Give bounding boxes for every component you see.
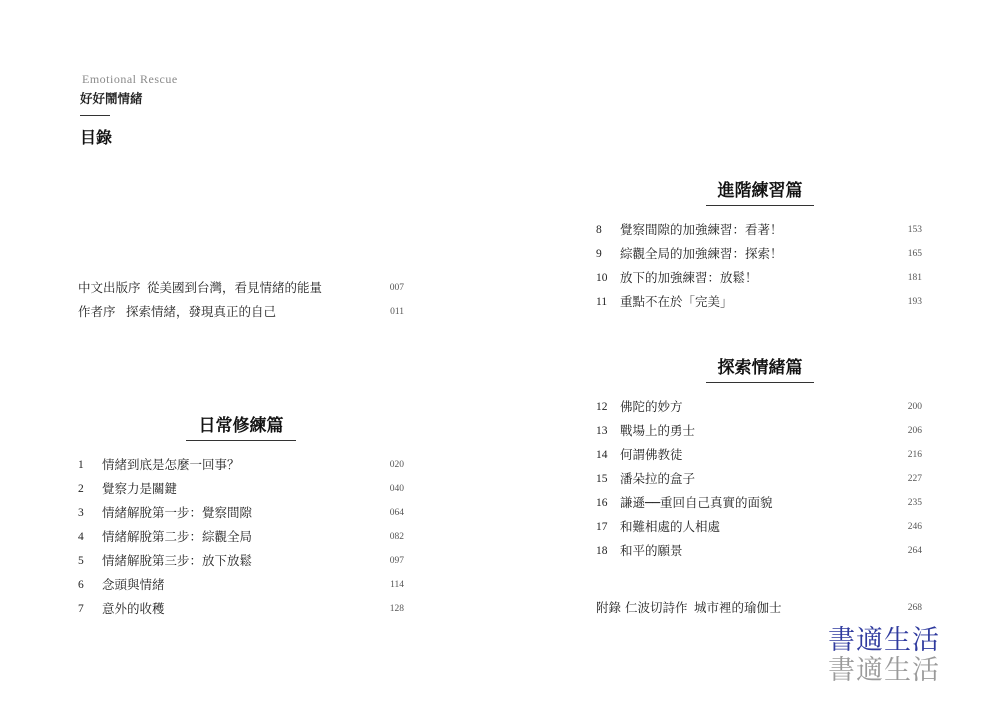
chapter-row <box>78 551 404 571</box>
page-number: 011 <box>390 307 404 317</box>
page-number: 020 <box>389 460 404 470</box>
book-title-english: Emotional Rescue <box>82 72 178 86</box>
page-number: 246 <box>907 522 922 532</box>
page-number: 264 <box>907 546 922 556</box>
front-matter-label: 中文出版序 <box>78 280 141 295</box>
chapter-title: 綜觀全局的加強練習：探索！ <box>620 246 783 261</box>
section-heading-advanced: 進階練習篇 <box>706 176 814 206</box>
chapter-title: 意外的收穫 <box>102 601 165 616</box>
chapter-number: 8 <box>596 224 602 236</box>
chapter-title: 和難相處的人相處 <box>620 519 721 534</box>
chapter-title: 情緒解脫第二步：綜觀全局 <box>102 529 253 544</box>
front-matter-label: 作者序 <box>78 304 116 319</box>
chapter-row <box>78 503 404 523</box>
chapter-number: 5 <box>78 555 84 567</box>
watermark-logo: 書適生活 <box>828 625 940 656</box>
chapter-title: 戰場上的勇士 <box>620 423 696 438</box>
book-title-chinese: 好好鬧情緒 <box>80 91 143 106</box>
chapter-number: 1 <box>78 459 84 471</box>
front-matter-title: 從美國到台灣，看見情緒的能量 <box>147 280 323 295</box>
appendix-label: 附錄 仁波切詩作 <box>596 600 688 615</box>
chapter-number: 11 <box>596 296 608 308</box>
page-number: 165 <box>907 249 922 259</box>
chapter-title: 覺察力是關鍵 <box>102 481 178 496</box>
chapter-number: 6 <box>78 579 84 591</box>
appendix-title: 城市裡的瑜伽士 <box>694 600 782 615</box>
chapter-row <box>596 268 922 288</box>
chapter-number: 18 <box>596 545 608 557</box>
chapter-number: 16 <box>596 497 608 509</box>
chapter-row <box>596 445 922 465</box>
chapter-title: 情緒解脫第三步：放下放鬆 <box>102 553 253 568</box>
page-number: 128 <box>389 604 404 614</box>
chapter-row <box>596 220 922 240</box>
chapter-number: 3 <box>78 507 84 519</box>
page-number: 227 <box>907 474 922 484</box>
chapter-title: 念頭與情緒 <box>102 577 165 592</box>
page-number: 235 <box>907 498 922 508</box>
chapter-row <box>78 479 404 499</box>
chapter-title: 覺察間隙的加強練習：看著！ <box>620 222 783 237</box>
page-number: 082 <box>389 532 404 542</box>
page-number: 114 <box>390 580 404 590</box>
chapter-row <box>596 244 922 264</box>
page-number: 097 <box>389 556 404 566</box>
page-number: 200 <box>907 402 922 412</box>
toc-heading: 目錄 <box>80 128 113 147</box>
chapter-number: 14 <box>596 449 608 461</box>
chapter-number: 10 <box>596 272 608 284</box>
chapter-title: 潘朵拉的盒子 <box>620 471 696 486</box>
front-matter-preface <box>78 278 404 298</box>
front-matter-author-preface <box>78 302 404 322</box>
chapter-title: 佛陀的妙方 <box>620 399 683 414</box>
chapter-number: 7 <box>78 603 84 615</box>
chapter-row <box>596 397 922 417</box>
chapter-number: 13 <box>596 425 608 437</box>
chapter-row <box>596 292 922 312</box>
chapter-row <box>78 455 404 475</box>
appendix-entry <box>596 598 922 618</box>
chapter-title: 和平的願景 <box>620 543 683 558</box>
chapter-row <box>78 599 404 619</box>
page-number: 040 <box>389 484 404 494</box>
chapter-title: 情緒到底是怎麼一回事？ <box>102 457 240 472</box>
chapter-row <box>596 493 922 513</box>
chapter-title: 放下的加強練習：放鬆！ <box>620 270 758 285</box>
chapter-title: 謙遜──重回自己真實的面貌 <box>620 495 773 510</box>
page-number: 268 <box>907 603 922 613</box>
front-matter-title: 探索情緒，發現真正的自己 <box>126 304 277 319</box>
page-number: 206 <box>907 426 922 436</box>
chapter-row <box>596 517 922 537</box>
chapter-title: 何謂佛教徒 <box>620 447 683 462</box>
chapter-row <box>596 469 922 489</box>
page-number: 064 <box>389 508 404 518</box>
chapter-row <box>596 421 922 441</box>
chapter-number: 17 <box>596 521 608 533</box>
chapter-number: 4 <box>78 531 84 543</box>
chapter-row <box>78 527 404 547</box>
page-number: 153 <box>907 225 922 235</box>
chapter-row <box>78 575 404 595</box>
section-heading-daily: 日常修練篇 <box>186 411 296 441</box>
title-divider <box>80 115 110 116</box>
page-number: 181 <box>907 273 922 283</box>
page-number: 193 <box>907 297 922 307</box>
chapter-number: 2 <box>78 483 84 495</box>
chapter-number: 15 <box>596 473 608 485</box>
page-number: 216 <box>907 450 922 460</box>
chapter-number: 12 <box>596 401 608 413</box>
chapter-row <box>596 541 922 561</box>
section-heading-explore: 探索情緒篇 <box>706 353 814 383</box>
watermark-logo-shadow: 書適生活 <box>828 655 940 686</box>
chapter-title: 重點不在於「完美」 <box>620 294 733 309</box>
page-number: 007 <box>389 283 404 293</box>
chapter-number: 9 <box>596 248 602 260</box>
chapter-title: 情緒解脫第一步：覺察間隙 <box>102 505 253 520</box>
